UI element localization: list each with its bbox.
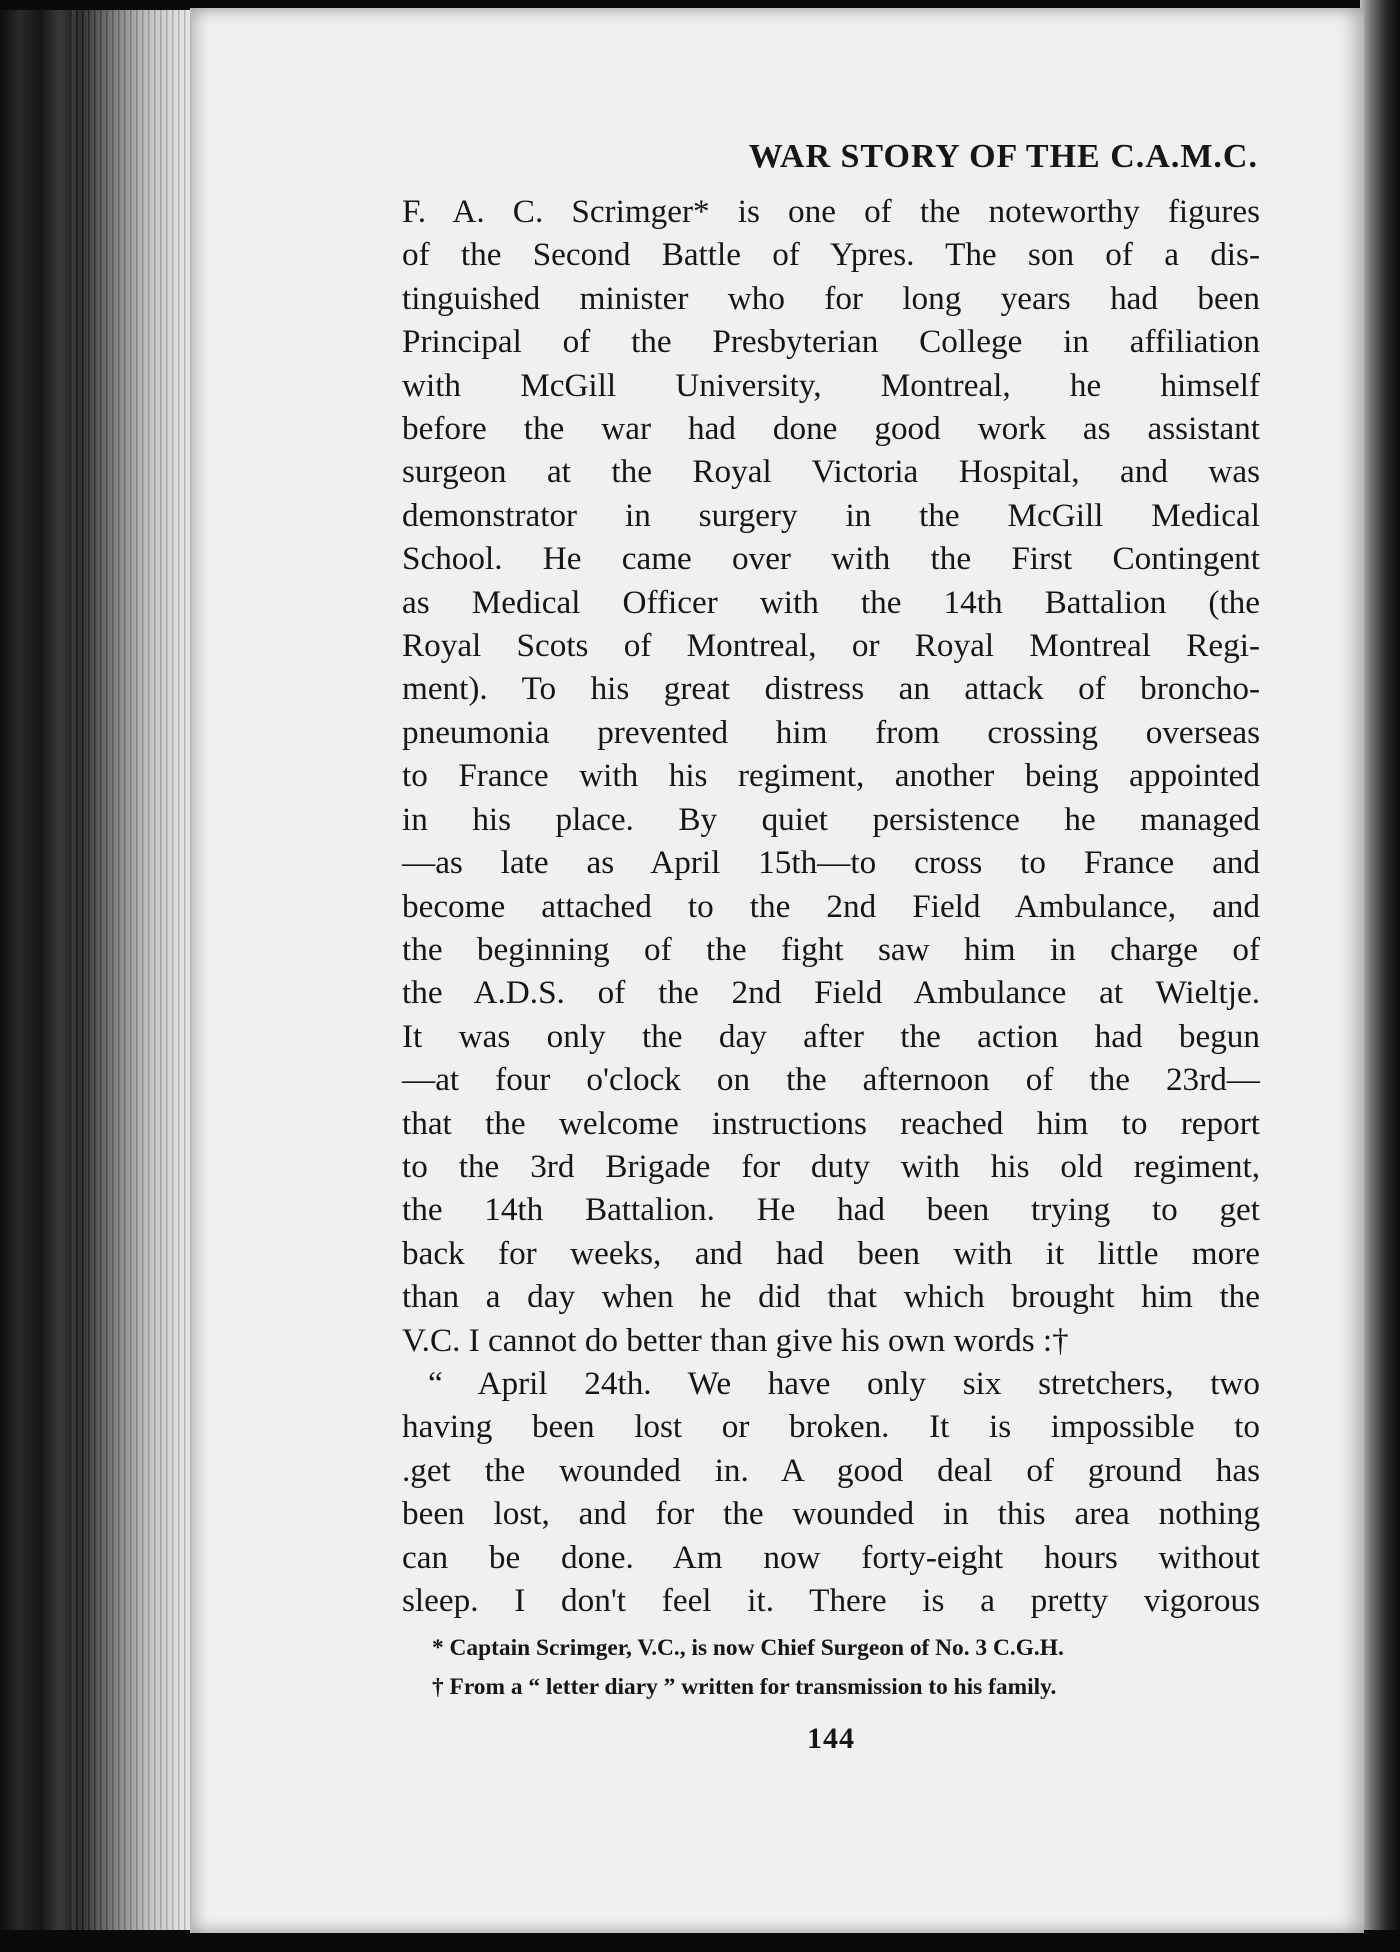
footnotes: [402, 1634, 1260, 1702]
text-line: It was only the day after the action had begun: [402, 1017, 1260, 1055]
text-line: ment). To his great distress an attack of broncho-: [402, 670, 1260, 708]
text-line: .get the wounded in. A good deal of ground has: [402, 1451, 1260, 1489]
text-line: V.C. I cannot do better than give his own words :†: [402, 1321, 1069, 1359]
footnote-scrimger: * Captain Scrimger, V.C., is now Chief Surgeon of No. 3 C.G.H.: [432, 1635, 1064, 1662]
text-line: School. He came over with the First Contingent: [402, 540, 1260, 578]
text-line: Royal Scots of Montreal, or Royal Montreal Regi-: [402, 627, 1260, 665]
text-line: of the Second Battle of Ypres. The son of a dis-: [402, 236, 1260, 274]
text-line: than a day when he did that which brought him the: [402, 1278, 1260, 1316]
text-line: with McGill University, Montreal, he himself: [402, 366, 1260, 404]
footnote-letter-diary: † From a “ letter diary ” written for transmission to his family.: [432, 1674, 1057, 1701]
text-line: before the war had done good work as assistant: [402, 410, 1260, 448]
book-right-edge: [1360, 0, 1400, 1952]
text-line: been lost, and for the wounded in this area nothing: [402, 1495, 1260, 1533]
text-line: become attached to the 2nd Field Ambulance, and: [402, 887, 1260, 925]
page-number: 144: [807, 1722, 855, 1756]
text-line: can be done. Am now forty-eight hours without: [402, 1538, 1260, 1576]
text-line: F. A. C. Scrimger* is one of the noteworthy figures: [402, 193, 1260, 230]
text-line: tinguished minister who for long years had been: [402, 279, 1260, 317]
text-line: as Medical Officer with the 14th Battalion (the: [402, 583, 1260, 621]
text-line: sleep. I don't feel it. There is a pretty vigorous: [402, 1582, 1260, 1619]
text-line: to the 3rd Brigade for duty with his old regiment,: [402, 1147, 1260, 1185]
text-line: to France with his regiment, another being appointed: [402, 757, 1260, 795]
text-line: in his place. By quiet persistence he managed: [402, 800, 1260, 838]
text-line: that the welcome instructions reached him to report: [402, 1104, 1260, 1142]
text-line: the beginning of the fight saw him in charge of: [402, 930, 1260, 968]
text-line: Principal of the Presbyterian College in affiliation: [402, 323, 1260, 361]
book-page: [190, 8, 1364, 1933]
text-line: the 14th Battalion. He had been trying to get: [402, 1191, 1260, 1229]
text-line: —as late as April 15th—to cross to France and: [402, 844, 1260, 882]
text-block: [402, 138, 1260, 1756]
text-line: “ April 24th. We have only six stretchers, two: [428, 1364, 1260, 1402]
text-line: the A.D.S. of the 2nd Field Ambulance at Wieltje.: [402, 974, 1260, 1012]
page-stack-edge: [70, 0, 210, 1952]
text-line: back for weeks, and had been with it little more: [402, 1234, 1260, 1272]
text-line: having been lost or broken. It is impossible to: [402, 1408, 1260, 1446]
paragraph-1: [402, 190, 1260, 1362]
text-line: pneumonia prevented him from crossing overseas: [402, 713, 1260, 751]
text-line: demonstrator in surgery in the McGill Medical: [402, 496, 1260, 534]
paragraph-2: [402, 1362, 1260, 1622]
text-line: surgeon at the Royal Victoria Hospital, and was: [402, 453, 1260, 491]
text-line: —at four o'clock on the afternoon of the 23rd—: [402, 1061, 1260, 1099]
running-head: WAR STORY OF THE C.A.M.C.: [748, 138, 1258, 175]
scan-bottom-border: [0, 1930, 1400, 1952]
